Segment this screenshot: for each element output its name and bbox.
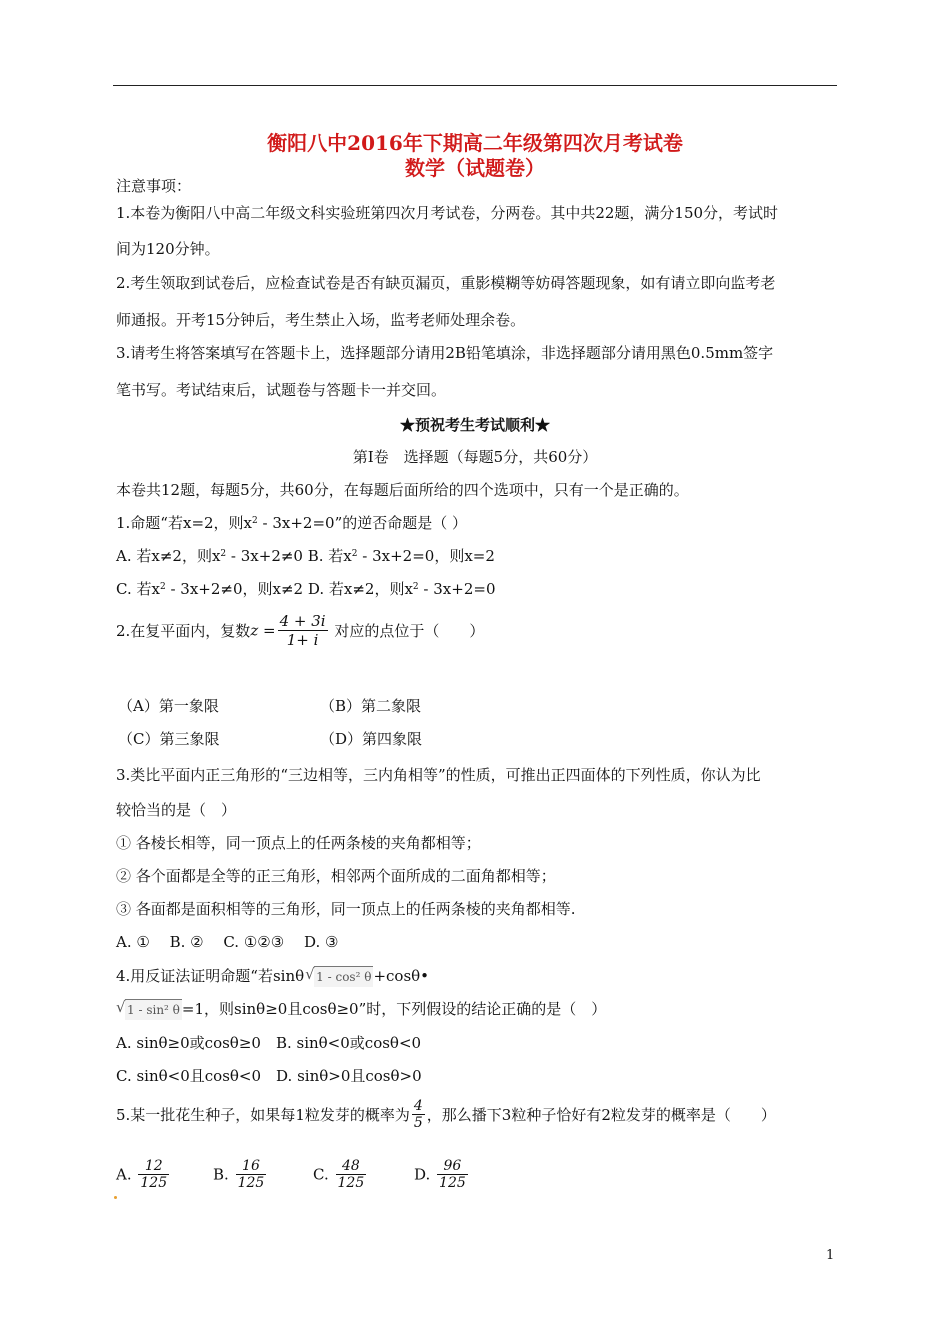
q2-option-b: （B）第二象限: [320, 697, 422, 715]
q3-answers: A. ① B. ② C. ①②③ D. ③: [116, 933, 339, 951]
q2-stem: 2.在复平面内，复数z = $\frac{4 + 3i}{1+ i}$ 对应的点位于（ ）: [116, 612, 485, 649]
q5-probability: $\frac{4}{5}$: [413, 1098, 423, 1131]
q3-stem-cont: 较恰当的是（ ）: [116, 801, 237, 819]
notice-line: 间为120分钟。: [116, 240, 220, 258]
sqrt-expression: √ 1 - cos² θ: [314, 966, 373, 987]
exam-subtitle: 数学（试题卷）: [405, 156, 545, 180]
q4-options-cd: C. sinθ<0且cosθ<0 D. sinθ>0且cosθ>0: [116, 1067, 422, 1085]
notice-line: 师通报。开考15分钟后，考生禁止入场，监考老师处理余卷。: [116, 311, 526, 329]
notice-line: 3.请考生将答案填写在答题卡上，选择题部分请用2B铅笔填涂，非选择题部分请用黑色0.5mm签字: [116, 344, 774, 362]
q2-option-c: （C）第三象限: [118, 730, 220, 748]
notice-line: 笔书写。考试结束后，试题卷与答题卡一并交回。: [116, 381, 447, 399]
q2-fraction: $\frac{4 + 3i}{1+ i}$: [279, 612, 326, 649]
q5-option-d: D. $\frac{96}{125}$: [414, 1158, 466, 1191]
stray-mark: [114, 1196, 117, 1199]
q5-stem: 5.某一批花生种子，如果每1粒发芽的概率为 $\frac{4}{5}$ ，那么播下3粒种子恰好有2粒发芽的概率是（ ）: [116, 1098, 776, 1131]
q1-options-ab: A. 若x≠2，则$x^2 - 3x+2\ne 0$ B. 若$x^2 - 3x+2=0$，则x=2: [116, 547, 495, 565]
q3-item: ③ 各面都是面积相等的三角形，同一顶点上的任两条棱的夹角都相等.: [116, 900, 576, 918]
section-title: 第Ⅰ卷 选择题（每题5分，共60分）: [352, 448, 598, 466]
q3-item: ② 各个面都是全等的正三角形，相邻两个面所成的二面角都相等；: [116, 867, 556, 885]
q4-stem-cont: √ 1 - sin² θ =1，则sinθ≥0且cosθ≥0”时，下列假设的结论正确的是（ ）: [116, 999, 606, 1020]
q2-option-a: （A）第一象限: [118, 697, 219, 715]
q5-option-c: C. $\frac{48}{125}$: [313, 1158, 365, 1191]
q1-options-cd: C. 若$x^2 - 3x+2\ne 0$，则x≠2 D. 若x≠2，则$x^2 - 3x+2=0$: [116, 580, 496, 598]
sqrt-expression: √ 1 - sin² θ: [125, 999, 182, 1020]
blessing: ★预祝考生考试顺利★: [399, 416, 550, 434]
q5-option-b: B. $\frac{16}{125}$: [213, 1158, 265, 1191]
notice-line: 2.考生领取到试卷后，应检查试卷是否有缺页漏页，重影模糊等妨碍答题现象，如有请立即向监考老: [116, 274, 776, 292]
q4-stem: 4.用反证法证明命题“若sinθ√ 1 - cos² θ +cosθ•: [116, 966, 429, 987]
page-number: 1: [826, 1248, 835, 1263]
section-intro: 本卷共12题，每题5分，共60分，在每题后面所给的四个选项中，只有一个是正确的。: [116, 481, 689, 499]
q5-option-a: A. $\frac{12}{125}$: [116, 1158, 168, 1191]
q1-stem: 1.命题“若x=2，则$x^2 - 3x+2=0$”的逆否命题是（ ）: [116, 514, 468, 532]
notice-line: 1.本卷为衡阳八中高二年级文科实验班第四次月考试卷，分两卷。其中共22题，满分150分，考试时: [116, 204, 779, 222]
q3-stem: 3.类比平面内正三角形的“三边相等，三内角相等”的性质，可推出正四面体的下列性质，你认为比: [116, 766, 761, 784]
q4-options-ab: A. sinθ≥0或cosθ≥0 B. sinθ<0或cosθ<0: [116, 1034, 422, 1052]
header-rule: [113, 85, 837, 86]
notice-heading: 注意事项：: [116, 177, 192, 195]
q3-item: ① 各棱长相等，同一顶点上的任两条棱的夹角都相等；: [116, 834, 481, 852]
q2-option-d: （D）第四象限: [320, 730, 423, 748]
exam-title: 衡阳八中2016年下期高二年级第四次月考试卷: [267, 131, 683, 155]
